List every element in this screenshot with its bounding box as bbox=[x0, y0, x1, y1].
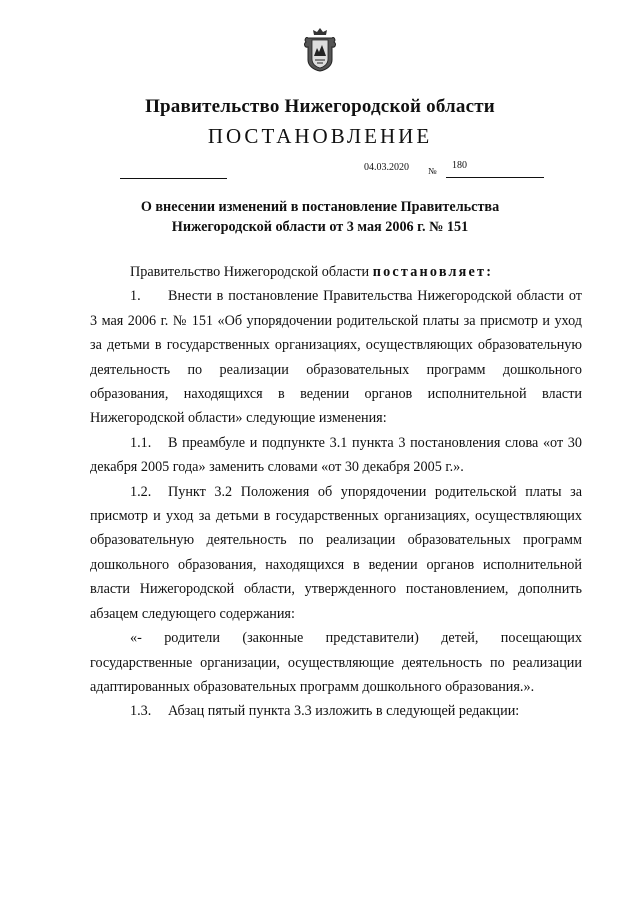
item-number: 1.2. bbox=[130, 483, 152, 500]
item-text: Пункт 3.2 Положения об упорядочении родительской платы за присмотр и уход за детьми в государственных организациях, осуществляющих образовательную деятельность по реализации образовательных программ дошкольного образования, находящихся в ведении органов исполнительной власти Нижегородской области, утвержденного постановлением, дополнить абзацем следующего содержания: bbox=[90, 483, 582, 622]
document-title bbox=[100, 197, 540, 237]
item-number: 1.3. bbox=[130, 703, 152, 720]
item-paragraph bbox=[90, 699, 582, 723]
title-line-2: Нижегородской области от 3 мая 2006 г. № 151 bbox=[171, 219, 469, 235]
intro-paragraph bbox=[90, 260, 582, 284]
coat-of-arms-emblem bbox=[300, 26, 340, 72]
item-text: В преамбуле и подпункте 3.1 пункта 3 постановления слова «от 30 декабря 2005 года» заменить словами «от 30 декабря 2005 г.». bbox=[90, 434, 582, 476]
document-date: 04.03.2020 bbox=[364, 162, 409, 173]
item-text: «- родители (законные представители) детей, посещающих государственные организации, осуществляющие деятельность по реализации адаптированных образовательных программ дошкольного образования.». bbox=[90, 630, 582, 695]
intro-decree-word: постановляет: bbox=[372, 264, 494, 280]
intro-text: Правительство Нижегородской области bbox=[130, 264, 373, 280]
item-text: Внести в постановление Правительства Нижегородской области от 3 мая 2006 г. № 151 «Об упорядочении родительской платы за присмотр и уход за детьми в государственных организациях, осуществляющих образовательную деятельность по реализации образовательных программ дошкольного образования, находящихся в ведении органов исполнительной власти Нижегородской области» следующие изменения: bbox=[90, 288, 582, 427]
document-body bbox=[90, 260, 582, 724]
quoted-paragraph bbox=[90, 626, 582, 699]
title-line-1: О внесении изменений в постановление Правительства bbox=[140, 199, 500, 215]
date-underline bbox=[120, 178, 227, 179]
item-text: Абзац пятый пункта 3.3 изложить в следующей редакции: bbox=[168, 703, 520, 720]
item-paragraph bbox=[90, 284, 582, 430]
item-number: 1. bbox=[130, 288, 141, 305]
item-paragraph bbox=[90, 431, 582, 480]
number-sign: № bbox=[428, 166, 437, 176]
number-underline bbox=[446, 177, 544, 178]
item-number: 1.1. bbox=[130, 434, 152, 451]
document-type: ПОСТАНОВЛЕНИЕ bbox=[207, 124, 433, 148]
document-number: 180 bbox=[452, 160, 467, 171]
item-paragraph bbox=[90, 480, 582, 626]
organization-name: Правительство Нижегородской области bbox=[145, 96, 495, 117]
